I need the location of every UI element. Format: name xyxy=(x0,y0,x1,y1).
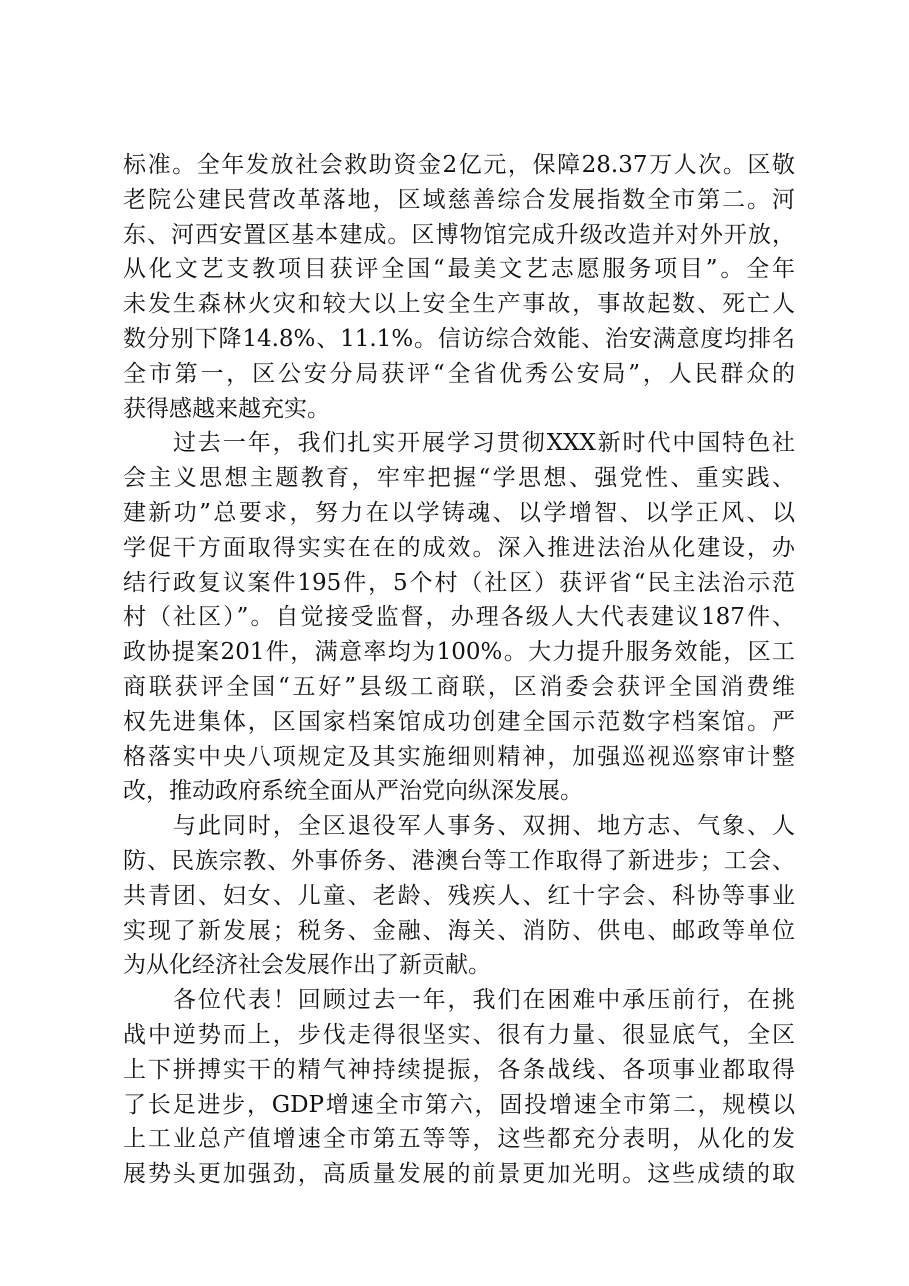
document-text-line: 了长足进步，GDP增速全市第六，固投增速全市第二，规模以 xyxy=(123,1091,795,1118)
document-text-line: 权先进集体，区国家档案馆成功创建全国示范数字档案馆。严 xyxy=(123,708,795,735)
document-text-line: 从化文艺支教项目获评全国“最美文艺志愿服务项目”。全年 xyxy=(123,256,795,283)
document-text-line: 与此同时，全区退役军人事务、双拥、地方志、气象、人 xyxy=(173,813,795,840)
document-text-line: 共青团、妇女、儿童、老龄、残疾人、红十字会、科协等事业 xyxy=(123,882,795,909)
document-text-line: 各位代表！回顾过去一年，我们在困难中承压前行，在挑 xyxy=(173,987,795,1014)
document-text-line: 改，推动政府系统全面从严治党向纵深发展。 xyxy=(123,778,583,805)
document-text-line: 建新功”总要求，努力在以学铸魂、以学增智、以学正风、以 xyxy=(123,499,795,526)
document-text-line: 东、河西安置区基本建成。区博物馆完成升级改造并对外开放， xyxy=(123,221,795,248)
document-text-line: 政协提案201件，满意率均为100%。大力提升服务效能，区工 xyxy=(123,639,795,666)
document-text-line: 结行政复议案件195件，5个村（社区）获评省“民主法治示范 xyxy=(123,569,795,596)
document-text-line: 老院公建民营改革落地，区域慈善综合发展指数全市第二。河 xyxy=(123,186,795,213)
document-text-line: 过去一年，我们扎实开展学习贯彻XXX新时代中国特色社 xyxy=(173,430,795,457)
document-text-line: 上下拼搏实干的精气神持续提振，各条战线、各项事业都取得 xyxy=(123,1056,795,1083)
document-text-line: 标准。全年发放社会救助资金2亿元，保障28.37万人次。区敬 xyxy=(123,152,795,178)
document-text-line: 全市第一，区公安分局获评“全省优秀公安局”，人民群众的 xyxy=(123,360,795,387)
document-text-line: 获得感越来越充实。 xyxy=(123,395,330,422)
document-text-line: 防、民族宗教、外事侨务、港澳台等工作取得了新进步；工会、 xyxy=(123,847,795,874)
document-text-line: 为从化经济社会发展作出了新贡献。 xyxy=(123,952,491,979)
document-text-line: 战中逆势而上，步伐走得很坚实、很有力量、很显底气，全区 xyxy=(123,1021,795,1048)
document-text-line: 实现了新发展；税务、金融、海关、消防、供电、邮政等单位 xyxy=(123,917,795,944)
document-text-line: 未发生森林火灾和较大以上安全生产事故，事故起数、死亡人 xyxy=(123,291,795,318)
document-text-line: 商联获评全国“五好”县级工商联，区消委会获评全国消费维 xyxy=(123,673,795,700)
document-text-line: 格落实中央八项规定及其实施细则精神，加强巡视巡察审计整 xyxy=(123,743,795,770)
document-text-line: 数分别下降14.8%、11.1%。信访综合效能、治安满意度均排名 xyxy=(123,325,795,352)
document-text-line: 村（社区）”。自觉接受监督，办理各级人大代表建议187件、 xyxy=(123,604,795,631)
document-text-line: 学促干方面取得实实在在的成效。深入推进法治从化建设，办 xyxy=(123,534,795,561)
document-text-line: 展势头更加强劲，高质量发展的前景更加光明。这些成绩的取 xyxy=(123,1161,795,1188)
document-body-text xyxy=(123,148,795,1192)
document-text-line: 上工业总产值增速全市第五等等，这些都充分表明，从化的发 xyxy=(123,1126,795,1153)
document-text-line: 会主义思想主题教育，牢牢把握“学思想、强党性、重实践、 xyxy=(123,465,795,492)
